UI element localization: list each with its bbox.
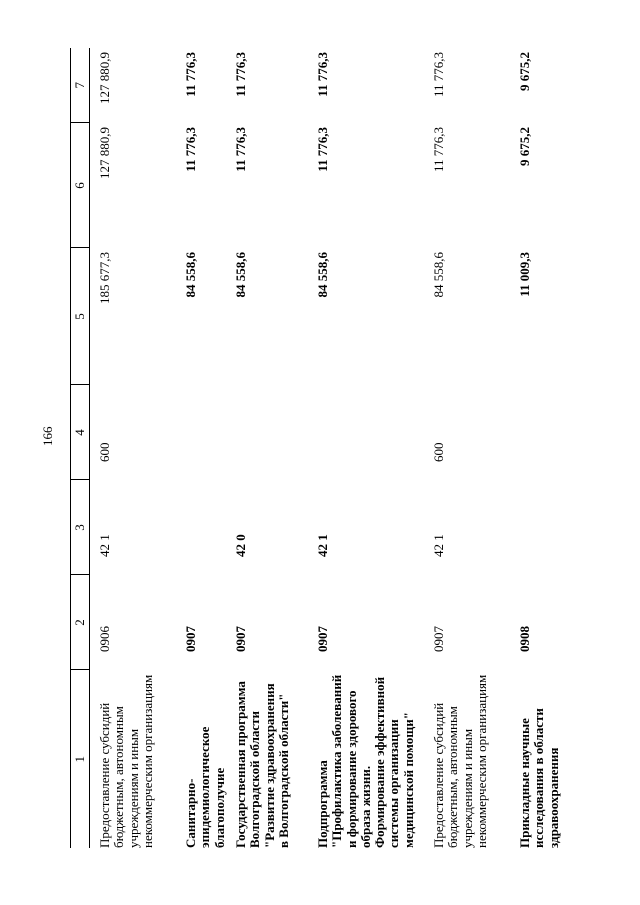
row-type	[184, 385, 234, 480]
row-value-5: 84 558,6	[315, 252, 330, 298]
row-value-5: 185 677,3	[97, 252, 112, 304]
row-value-7: 9 675,2	[517, 52, 532, 91]
budget-table	[70, 48, 578, 848]
table-row	[316, 48, 432, 848]
table-row	[90, 48, 185, 848]
row-value-7: 11 776,3	[233, 52, 248, 97]
table-row	[234, 48, 316, 848]
header-col-2: 2	[71, 575, 90, 670]
row-value-7: 11 776,3	[183, 52, 198, 97]
row-name: Предоставление субсидий бюджетным, автономным учреждениям и иным некоммерческим организациям	[431, 674, 489, 848]
row-value-5: 11 009,3	[517, 252, 532, 297]
row-section: 0907	[431, 626, 446, 652]
row-type: 600	[431, 442, 446, 462]
row-name: Государственная программа Волгоградской области "Развитие здравоохранения в Волгоградской области"	[233, 681, 291, 848]
header-col-7: 7	[71, 48, 90, 123]
row-section: 0908	[517, 626, 532, 652]
row-value-6: 9 675,2	[517, 127, 532, 166]
row-value-6: 127 880,9	[97, 127, 112, 179]
header-col-3: 3	[71, 480, 90, 575]
row-target	[518, 480, 578, 575]
row-section: 0907	[183, 626, 198, 652]
header-col-1: 1	[71, 670, 90, 848]
row-value-5: 84 558,6	[431, 252, 446, 298]
row-section: 0907	[315, 626, 330, 652]
rotated-table-container	[70, 48, 620, 848]
table-row	[518, 48, 578, 848]
row-section: 0907	[233, 626, 248, 652]
row-type	[316, 385, 432, 480]
row-value-6: 11 776,3	[183, 127, 198, 172]
row-section: 0906	[97, 626, 112, 652]
row-value-6: 11 776,3	[233, 127, 248, 172]
header-row	[71, 48, 90, 848]
row-value-5: 84 558,6	[183, 252, 198, 298]
row-target: 42 1	[315, 534, 330, 557]
row-type	[234, 385, 316, 480]
row-target	[184, 480, 234, 575]
row-value-7: 11 776,3	[315, 52, 330, 97]
row-value-6: 11 776,3	[431, 127, 446, 173]
row-name: Санитарно-эпидемиологическое благополучие	[183, 726, 227, 848]
row-name: Подпрограмма "Профилактика заболеваний и формирование здорового образа жизни. Формирование эффективной системы организации медицинской помощи"	[315, 674, 416, 848]
row-value-6: 11 776,3	[315, 127, 330, 172]
row-value-7: 127 880,9	[97, 52, 112, 104]
page-number: 166	[40, 426, 55, 446]
row-value-7: 11 776,3	[431, 52, 446, 98]
header-col-6: 6	[71, 123, 90, 248]
row-target: 42 1	[431, 534, 446, 557]
row-name: Предоставление субсидий бюджетным, автономным учреждениям и иным некоммерческим организациям	[97, 674, 155, 848]
row-name: Прикладные научные исследования в области здравоохранения	[517, 708, 561, 848]
row-value-5: 84 558,6	[233, 252, 248, 298]
header-col-5: 5	[71, 248, 90, 385]
row-type: 600	[97, 442, 112, 462]
row-target: 42 0	[233, 534, 248, 557]
row-type	[518, 385, 578, 480]
table-row	[432, 48, 518, 848]
table-row	[184, 48, 234, 848]
row-target: 42 1	[97, 534, 112, 557]
header-col-4: 4	[71, 385, 90, 480]
